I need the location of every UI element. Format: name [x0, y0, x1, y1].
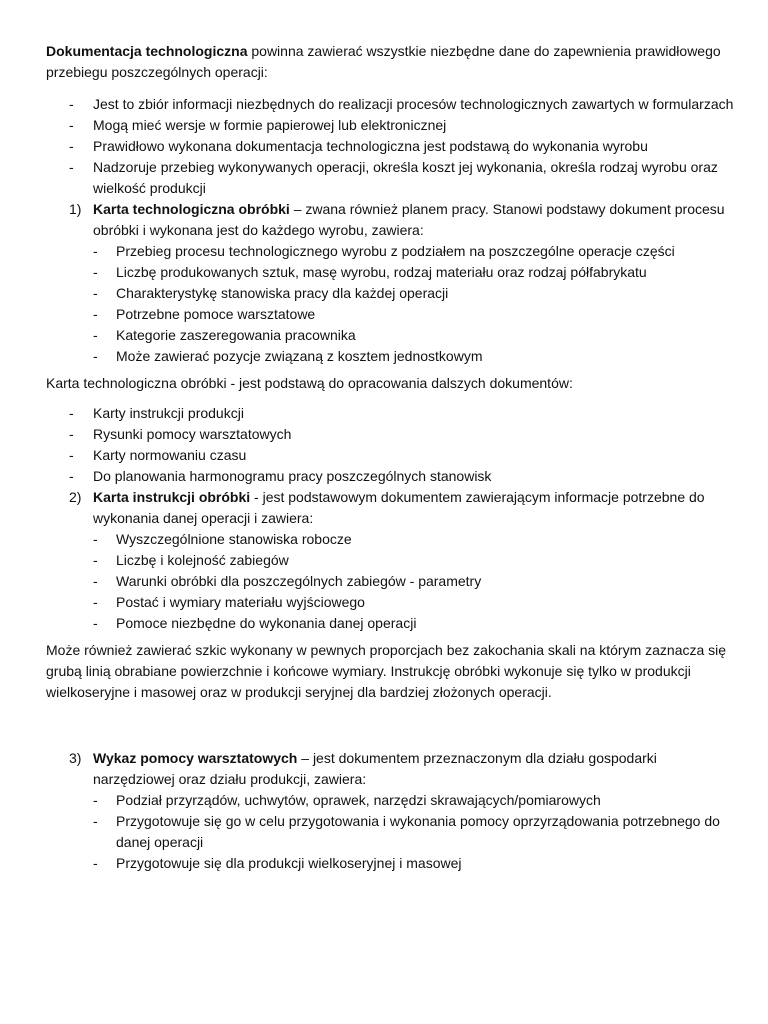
list-item: - Charakterystykę stanowiska pracy dla każdej operacji	[93, 283, 736, 304]
section-1	[46, 199, 736, 367]
intro-text: powinna zawierać wszystkie niezbędne dane do zapewnienia prawidłowego przebiegu poszczególnych operacji:	[46, 43, 721, 80]
list-item: - Do planowania harmonogramu pracy poszczególnych stanowisk	[46, 466, 736, 487]
section-1-followup-list	[46, 403, 736, 487]
section-2-text: - jest podstawowym dokumentem zawierającym informacje potrzebne do wykonania danej operacji i zawiera:	[93, 489, 705, 526]
list-item: - Rysunki pomocy warsztatowych	[46, 424, 736, 445]
list-item: - Warunki obróbki dla poszczególnych zabiegów - parametry	[93, 571, 736, 592]
list-item: - Mogą mieć wersje w formie papierowej lub elektronicznej	[46, 115, 736, 136]
list-item: - Potrzebne pomoce warsztatowe	[93, 304, 736, 325]
list-item: - Może zawierać pozycje związaną z kosztem jednostkowym	[93, 346, 736, 367]
section-3	[46, 748, 736, 874]
section-2-item	[46, 487, 736, 634]
list-item: - Przygotowuje się dla produkcji wielkoseryjnej i masowej	[93, 853, 736, 874]
section-1-item	[46, 199, 736, 367]
section-1-followup: Karta technologiczna obróbki - jest podstawą do opracowania dalszych dokumentów:	[46, 375, 573, 391]
intro-paragraph	[46, 41, 736, 83]
section-2	[46, 487, 736, 634]
intro-heading: Dokumentacja technologiczna	[46, 43, 248, 59]
section-3-heading: Wykaz pomocy warsztatowych	[93, 750, 298, 766]
list-item: - Liczbę i kolejność zabiegów	[93, 550, 736, 571]
intro-list	[46, 94, 736, 199]
list-item: - Postać i wymiary materiału wyjściowego	[93, 592, 736, 613]
list-item: - Pomoce niezbędne do wykonania danej operacji	[93, 613, 736, 634]
section-2-list	[93, 529, 736, 634]
section-3-list	[93, 790, 736, 874]
list-item: - Kategorie zaszeregowania pracownika	[93, 325, 736, 346]
section-number: 3)	[69, 750, 82, 766]
list-item: - Przebieg procesu technologicznego wyrobu z podziałem na poszczególne operacje części	[93, 241, 736, 262]
list-item: - Karty normowaniu czasu	[46, 445, 736, 466]
list-item: - Jest to zbiór informacji niezbędnych do realizacji procesów technologicznych zawartych w formularzach	[46, 94, 736, 115]
section-number: 2)	[69, 489, 82, 505]
document-page	[46, 41, 736, 874]
section-2-followup: Może również zawierać szkic wykonany w pewnych proporcjach bez zakochania skali na którym zaznacza się grubą linią obrabiane powierzchnie i końcowe wymiary. Instrukcję obróbki wykonuje się tylko w produkcji wielkoseryjne i masowej oraz w produkcji seryjnej dla bardziej złożonych operacji.	[46, 642, 727, 700]
list-item: - Wyszczególnione stanowiska robocze	[93, 529, 736, 550]
list-item: - Podział przyrządów, uchwytów, oprawek, narzędzi skrawających/pomiarowych	[93, 790, 736, 811]
section-2-heading: Karta instrukcji obróbki	[93, 489, 251, 505]
list-item: - Karty instrukcji produkcji	[46, 403, 736, 424]
list-item: - Liczbę produkowanych sztuk, masę wyrobu, rodzaj materiału oraz rodzaj półfabrykatu	[93, 262, 736, 283]
section-3-text: – jest dokumentem przeznaczonym dla działu gospodarki narzędziowej oraz działu produkcji, zawiera:	[93, 750, 657, 787]
section-number: 1)	[69, 201, 82, 217]
section-3-item	[46, 748, 736, 874]
section-1-heading: Karta technologiczna obróbki	[93, 201, 290, 217]
list-item: - Przygotowuje się go w celu przygotowania i wykonania pomocy oprzyrządowania potrzebnego do danej operacji	[93, 811, 736, 853]
list-item: - Prawidłowo wykonana dokumentacja technologiczna jest podstawą do wykonania wyrobu	[46, 136, 736, 157]
section-1-list	[93, 241, 736, 367]
section-1-text: – zwana również planem pracy. Stanowi podstawy dokument procesu obróbki i wykonana jest do każdego wyrobu, zawiera:	[93, 201, 725, 238]
list-item: - Nadzoruje przebieg wykonywanych operacji, określa koszt jej wykonania, określa rodzaj wyrobu oraz wielkość produkcji	[46, 157, 736, 199]
